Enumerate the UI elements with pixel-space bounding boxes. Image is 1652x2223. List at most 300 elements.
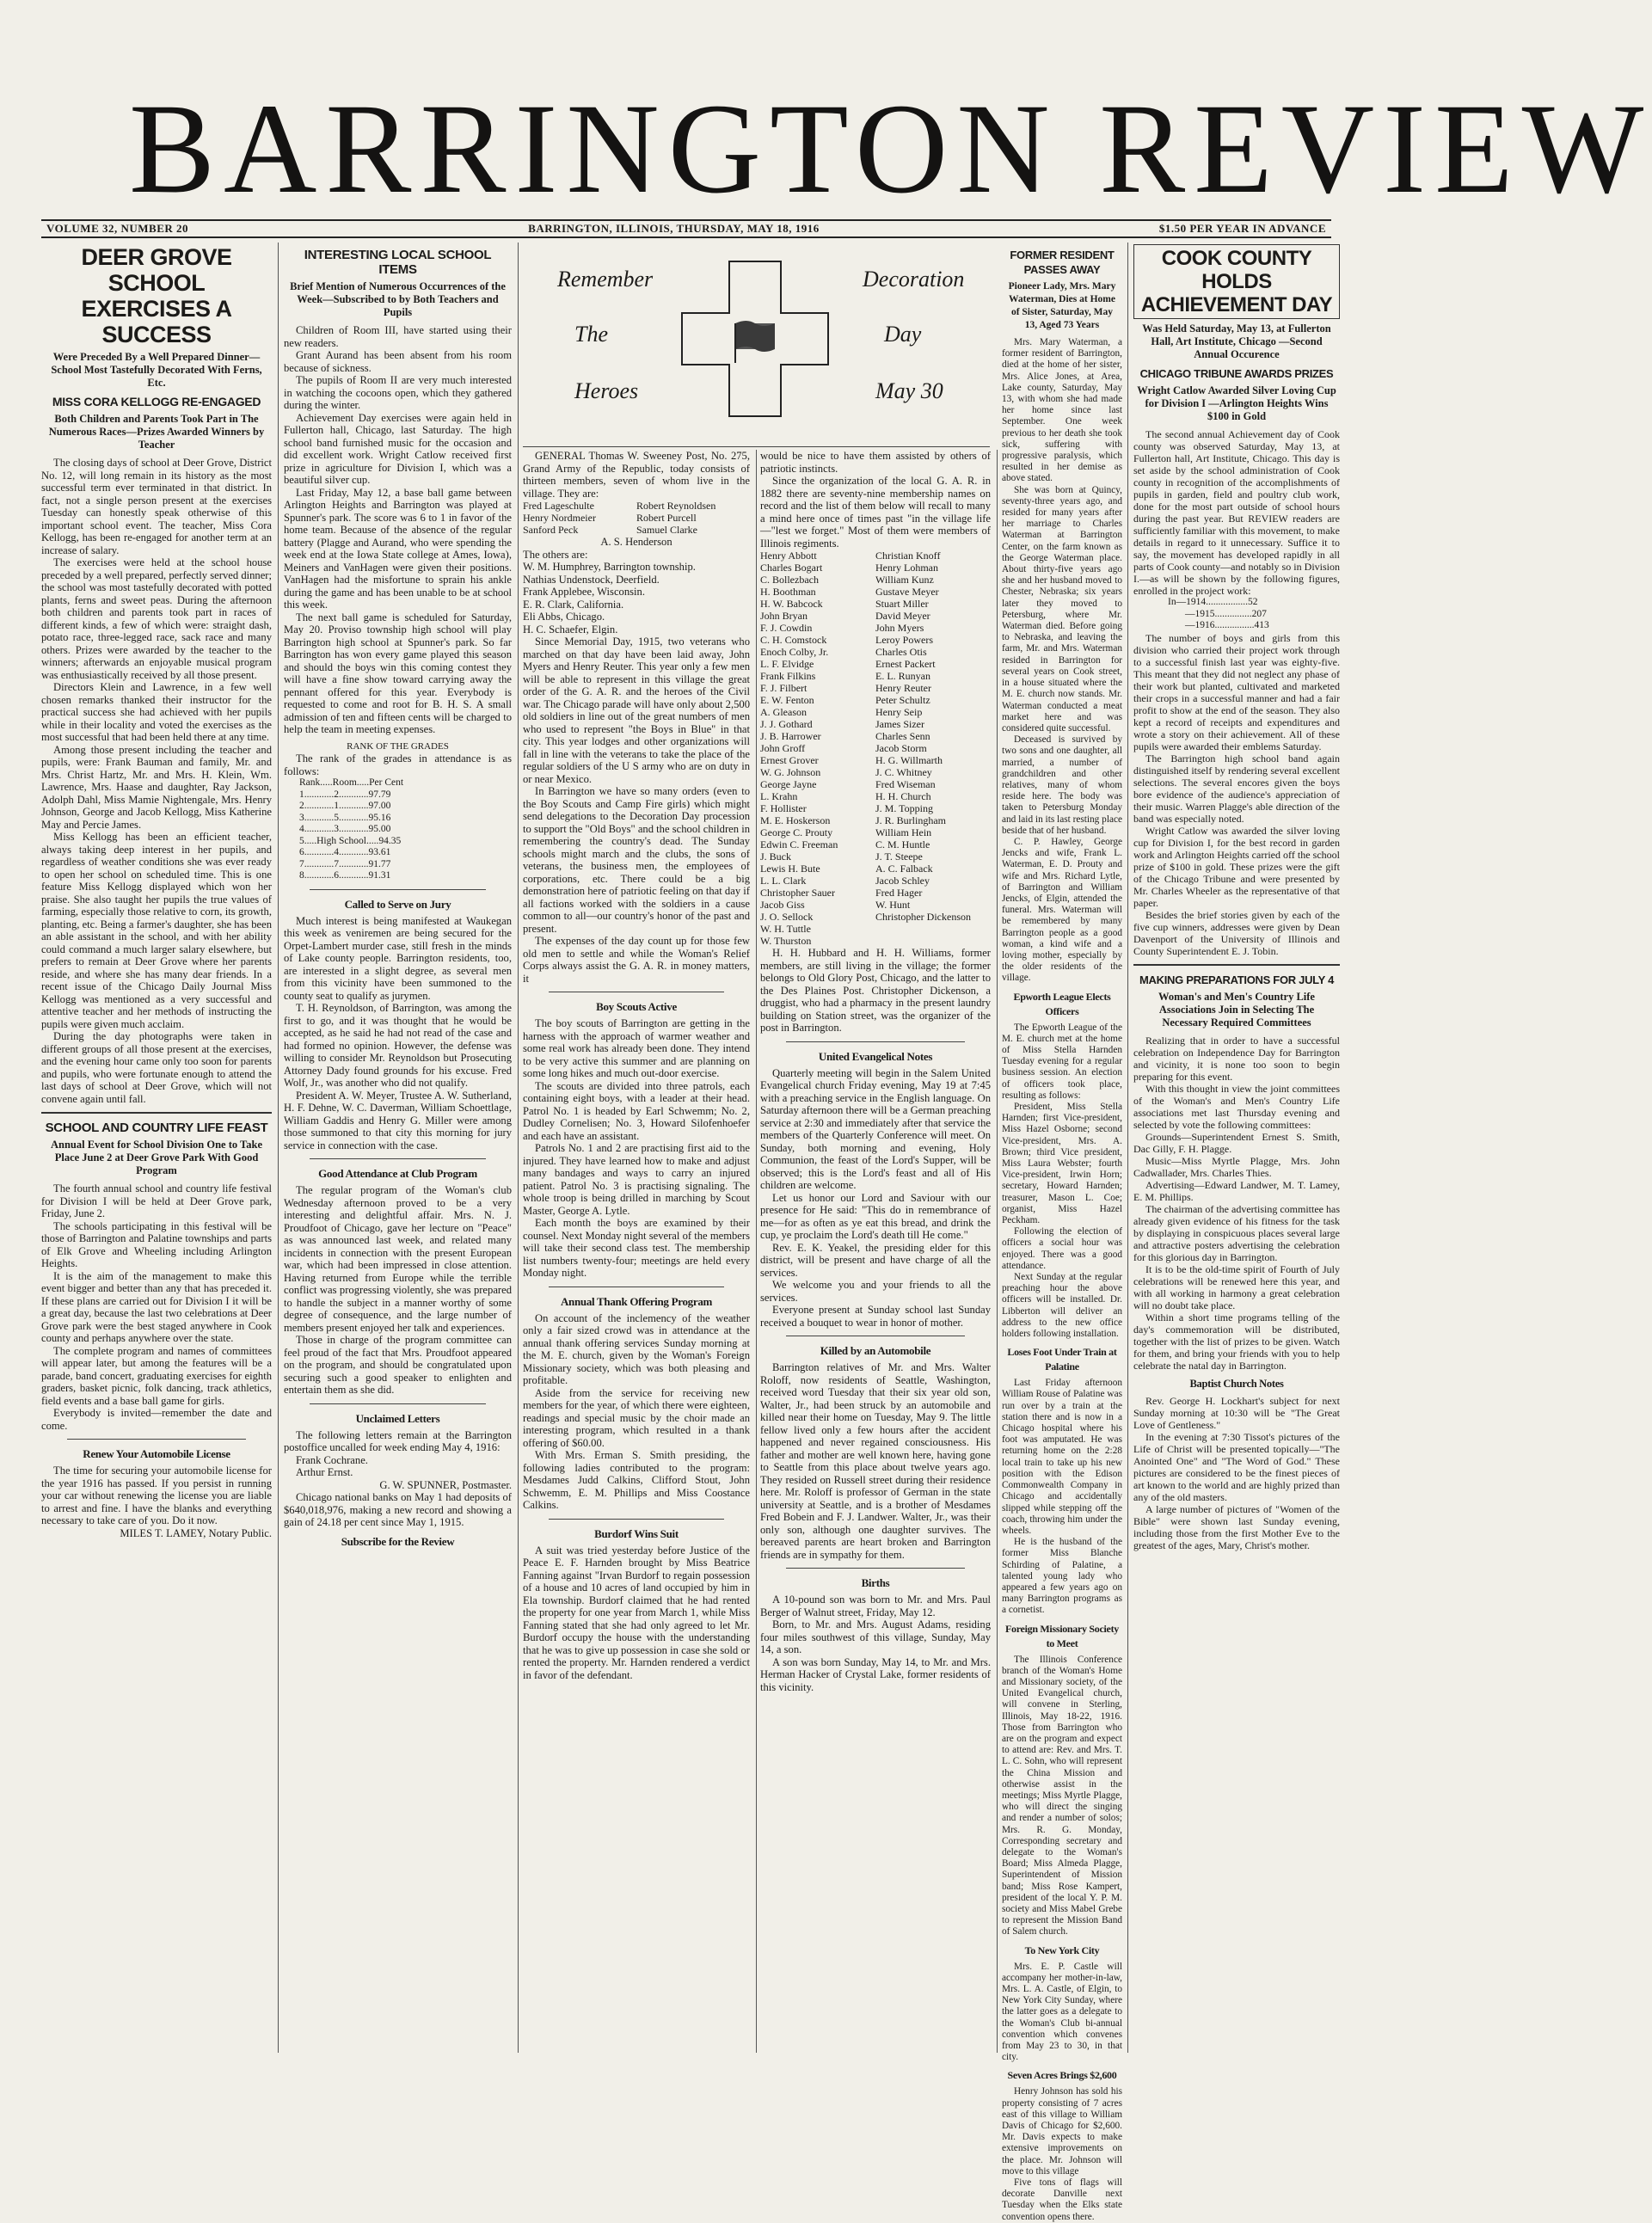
- name: Charles Bogart: [760, 562, 823, 574]
- name: Gustave Meyer: [875, 586, 939, 598]
- paragraph: The rank of the grades in attendance is as follows:: [284, 752, 512, 777]
- subhead-seven-acres: Seven Acres Brings $2,600: [1007, 2069, 1117, 2082]
- name: M. E. Hoskerson: [760, 814, 831, 826]
- other-member: Nathias Undenstock, Deerfield.: [523, 573, 660, 586]
- grades-row: 5.....High School.....94.35: [299, 835, 402, 846]
- paragraph: The scouts are divided into three patrols, each containing eight boys, with a leader at their head. Patrol No. 1 is headed by Earl Schwemm; No. 2, Dudley Cornelisen; No. 3, Howard Silofenhoefer and each have an assistant.: [523, 1079, 750, 1142]
- paragraph: The Barrington high school band again distinguished itself by rendering several excellent selections. The several encores given the boys bore evidence of the audience's appreciation of their music. Warren Plagge's able direction of the band was especially noted.: [1133, 752, 1340, 825]
- article-former-resident: [1002, 337, 1122, 985]
- place-date: BARRINGTON, ILLINOIS, THURSDAY, MAY 18, 1916: [528, 222, 820, 235]
- article-burdorf: [523, 1544, 750, 1682]
- paragraph: The next ball game is scheduled for Saturday, May 20. Proviso township high school will play Barrington high school at Spunner's park. So far Barrington has won every game played this season and should the boys win this coming contest they will have a fine show toward carrying away the pennant offered for this year. Everybody is requested to come and root for B. H. S. A small admission of ten and fifteen cents will be charged to help the team in meeting expenses.: [284, 611, 512, 735]
- paragraph: On account of the inclemency of the weather only a fair sized crowd was in attendance at the annual thank offering services Sunday morning at the M. E. church, given by the Woman's Foreign Missionary society, which was both pleasing and profitable.: [523, 1311, 750, 1386]
- article-thank-offering: [523, 1312, 750, 1512]
- paragraph: Born, to Mr. and Mrs. August Adams, residing four miles southwest of this village, Sunday, May 14, a son.: [760, 1618, 991, 1655]
- name: Lewis H. Bute: [760, 863, 820, 875]
- name: David Meyer: [875, 610, 930, 622]
- name-row: [760, 766, 991, 778]
- paragraph: Everybody is invited—remember the date and come.: [41, 1407, 272, 1432]
- banner-right-line: Day: [884, 322, 922, 347]
- paragraph: The boy scouts of Barrington are getting in the harness with the approach of warmer weather and some real work has already been done. They intend to be very active this summer and are planning on some long hikes and much out-door exercise.: [523, 1017, 750, 1079]
- paragraph: The chairman of the advertising committee has already given evidence of his fitness for the task by displaying in conspicuous places several large and attractive posters advertising the celebration for this glorious day in Barrington.: [1133, 1202, 1340, 1263]
- grades-row: 3............5............95.16: [299, 812, 391, 823]
- paragraph: With Mrs. Erman S. Smith presiding, the following ladies contributed to the program: Mesdames Judd Calkins, Clifford Stout, John Schwemm, E. M. Phillips and Miss Coostance Calkins.: [523, 1449, 750, 1511]
- article-gar-closing: [760, 947, 991, 1035]
- name-row: [760, 682, 991, 694]
- paragraph: In Barrington we have so many orders (even to the Boy Scouts and Camp Fire girls) which might send delegations to the Decoration Day procession to support the "Old Boys" and the school children in remembering the country's dead. The Sunday schools might march and the clubs, the sons of veterans, the business men, the employees of corporations, etc. There could be a big demonstration here of patriotic feeling on that day if all factions worked with the soldiers in a cause common to all—our country's honor of the past and present.: [523, 785, 750, 935]
- name: W. G. Johnson: [760, 766, 821, 778]
- article-evangelical: [760, 1067, 991, 1330]
- subhead-boy-scouts: Boy Scouts Active: [596, 1000, 677, 1013]
- name-row: [760, 814, 991, 826]
- paragraph: The expenses of the day count up for those few old men to settle and while the Woman's Relief Corps always assist the G. A. R. in money matters, it: [523, 935, 750, 985]
- headline-country-life-feast: SCHOOL AND COUNTRY LIFE FEAST: [45, 1121, 268, 1135]
- headline-july-4: MAKING PREPARATIONS FOR JULY 4: [1139, 973, 1334, 986]
- paragraph: Those in charge of the program committee can feel proud of the fact that Mrs. Proudfoot appeared on the program, and should be congratulated upon securing such a good speaker to enlighten and entertain them as she did.: [284, 1334, 512, 1396]
- name-row: [760, 718, 991, 730]
- name: Ernest Packert: [875, 658, 936, 670]
- grades-row: 8............6............91.31: [299, 870, 391, 881]
- article-auto-license: [41, 1465, 272, 1539]
- paragraph: Much interest is being manifested at Waukegan this week as veniremen are being secured for the Orpet-Lambert murder case, still fresh in the minds of Lake county people. Barrington residents, too, are interested in a slight degree, as several men from this vicinity have been summoned to the county seat to qualify as jurymen.: [284, 914, 512, 1002]
- deck-country-life-feast: Annual Event for School Division One to Take Place June 2 at Deer Grove Park With Good Program: [50, 1139, 262, 1176]
- deck-achievement-day: Was Held Saturday, May 13, at Fullerton Hall, Art Institute, Chicago —Second Annual Occurence: [1142, 322, 1331, 360]
- divider: [786, 1041, 965, 1042]
- deck-tribune-prizes: Wright Catlow Awarded Silver Loving Cup for Division I —Arlington Heights Wins $100 in Gold: [1137, 384, 1336, 422]
- paragraph: With this thought in view the joint committees of the Woman's and Men's Country Life associations met last Thursday evening and selected by vote the following committees:: [1133, 1082, 1340, 1131]
- deck-former-resident: Pioneer Lady, Mrs. Mary Waterman, Dies at Home of Sister, Saturday, May 13, Aged 73 Years: [1008, 281, 1116, 330]
- name: H. G. Willmarth: [875, 754, 943, 766]
- other-member: E. R. Clark, California.: [523, 598, 624, 611]
- name: A. Gleason: [760, 706, 807, 718]
- paragraph: Frank Cochrane.: [296, 1453, 368, 1466]
- subscription-price: $1.50 PER YEAR IN ADVANCE: [1158, 222, 1326, 235]
- headline-deer-grove: DEER GROVE SCHOOL EXERCISES A SUCCESS: [81, 244, 232, 347]
- name: Henry Seip: [875, 706, 923, 718]
- paragraph: Wright Catlow was awarded the silver loving cup for Division I, for the best record in garden work and Arlington Heights carried off the school prize of $100 in gold. These prizes were the gift of the Chicago Tribune and were presented by Mr. Charles Wheeler as the representative of that paper.: [1133, 824, 1340, 909]
- paragraph: Since Memorial Day, 1915, two veterans who marched on that day have been laid away, John Myers and Henry Reuter. This year only a few men will be able to represent in this village the great order of the G. A. R. and the heroes of the Civil war. The Chicago parade will have only about 2,500 old soldiers in line out of the great numbers of men who used to represent "the Boys in Blue" in that city. This year lodges and other organizations will fall in line with the veterans to take the place of the regular soldiers of the U S army who are on duty in or near Mexico.: [523, 636, 750, 785]
- deck-school-items: Brief Mention of Numerous Occurrences of the Week—Subscribed to by Both Teachers and Pupils: [290, 280, 506, 318]
- grades-row: 6............4............93.61: [299, 847, 391, 857]
- name-row: [760, 646, 991, 658]
- name-row: [760, 610, 991, 622]
- headline-achievement-day: COOK COUNTY HOLDS ACHIEVEMENT DAY: [1133, 244, 1340, 319]
- divider: [549, 1519, 724, 1520]
- paragraph: Grant Aurand has been absent from his room because of sickness.: [284, 349, 512, 374]
- name: Christopher Sauer: [760, 887, 835, 899]
- paragraph: Miss Kellogg has been an efficient teacher, always taking deep interest in her pupils, and regardless of weather conditions she was ever ready to open her school on scheduled time. This is one feature Miss Kellogg displayed which won her praise. She also taught her pupils the true values of farming, especially those relative to corn, its growth, planting, etc. Being a farmer's daughter, she has been an able assistant in the school, and with her ability could command a much larger salary elsewhere, but prefers to remain at Deer Grove where her parents reside, and where she has many dear friends. In a recent issue of the Chicago Daily Journal Miss Kellogg was mentioned as a very successful and attentive teacher and her methods of instructing the pupils were given much acclaim.: [41, 831, 272, 1030]
- paragraph: Mrs. Mary Waterman, a former resident of Barrington, died at the home of her sister, Mrs. Alice Jones, at Area, Lake county, Saturday, May 13, with whom she had made her home since last September. One week previous to her death she took sick, suffering with progressive paralysis, which resulted in her demise as above stated.: [1002, 337, 1122, 484]
- paragraph: GENERAL Thomas W. Sweeney Post, No. 275, Grand Army of the Republic, today consists of thirteen members, seven of whom live in the village. They are:: [523, 450, 750, 500]
- paragraph: Among those present including the teacher and pupils, were: Frank Bauman and family, Mr. and Mrs. Christ Hartz, Mr. and Mrs. H. Klein, Wm. Lawrence, Mrs. Haase and daughter, Ray Jackson, Adolph Dahl, Miss Mamie Nightengale, Mrs. Henry Johnson, George and Jacob Kellogg, Miss Katherine May and Percie James.: [41, 743, 272, 831]
- signoff: MILES T. LAMEY, Notary Public.: [120, 1526, 272, 1539]
- paragraph: G. W. SPUNNER, Postmaster.: [379, 1478, 512, 1491]
- name: George Jayne: [760, 778, 817, 790]
- name: L. L. Clark: [760, 875, 807, 887]
- paragraph: Henry Johnson has sold his property consisting of 7 acres east of this village to William Davis of Chicago for $2,600. Mr. Davis expects to make extensive improvements on the place. Mr. Johnson will move to this village: [1002, 2086, 1122, 2177]
- paragraph: A large number of pictures of "Women of the Bible" were shown last Sunday evening, including those from the first Mother Eve to the greatest of the ages, Mary, Christ's mother.: [1133, 1502, 1340, 1551]
- paragraph: She was born at Quincy, seventy-three years ago, and resided for many years after her marriage to Charles Waterman at Barrington Center, on the farm known as the George Waterman place. About thirty-five years ago she and her husband moved to Chester, Nebraska; six years later they moved to Petersburg, where Mr. Waterman died. Before going to Nebraska, and leaving the farm, Mr. and Mrs. Waterman resided in Barrington for several years on Cook street, in a house situated where the M. E. church now stands. Mr. Waterman conducted a meat market here and was considered quite successful.: [1002, 484, 1122, 734]
- deck-deer-grove: Were Preceded By a Well Prepared Dinner—School Most Tastefully Decorated With Ferns, Etc.: [51, 351, 262, 389]
- column-6: [1133, 243, 1340, 2053]
- name-row: [760, 670, 991, 682]
- paragraph: The pupils of Room II are very much interested in watching the cocoons open, which they gathered during the winter.: [284, 374, 512, 411]
- name-row: [760, 586, 991, 598]
- article-country-life-feast: [41, 1182, 272, 1432]
- grades-table: [284, 777, 512, 882]
- name: Jacob Giss: [760, 899, 805, 911]
- name-row: [760, 911, 991, 923]
- article-school-items: [284, 324, 512, 736]
- subhead-kellogg: MISS CORA KELLOGG RE-ENGAGED: [52, 395, 261, 408]
- paragraph: The number of boys and girls from this division who carried their project work through to a successful finish last year was eighty-five. This meant that they did not neglect any phase of their work but planted, cultivated and marketed their crops in a successful manner and had a fair profit to show at the end of the season. They also kept a record of receipts and expenditures and wrote a story on their achievement. All of these pupils were awarded their emblems Saturday.: [1133, 631, 1340, 752]
- name: Christopher Dickenson: [875, 911, 971, 923]
- divider: [786, 1568, 965, 1569]
- name-row: [760, 706, 991, 718]
- name-row: [760, 598, 991, 610]
- paragraph: During the day photographs were taken in different groups of all those present at the exercises, and the evening hour came only too soon for parents and pupils, who were fortunate enough to attend the last days of school at Deer Grove, which will not convene again until fall.: [41, 1030, 272, 1105]
- paragraph: It is the aim of the management to make this event bigger and better than any that has preceded it. If these plans are carried out for Division I it will be a great day, because the last two celebrations at Deer Grove park were the best staged anywhere in Cook county and perhaps anywhere over the state.: [41, 1269, 272, 1344]
- name: L. Krahn: [760, 790, 798, 802]
- grades-row: 1............2............97.79: [299, 789, 391, 800]
- name: Christian Knoff: [875, 550, 941, 562]
- name: Jacob Schley: [875, 875, 930, 887]
- name: E. L. Runyan: [875, 670, 930, 682]
- other-member: Eli Abbs, Chicago.: [523, 611, 605, 623]
- name-row: [760, 851, 991, 863]
- grades-row: 7............7............91.77: [299, 858, 391, 869]
- paragraph: Realizing that in order to have a successful celebration on Independence Day for Barrington and vicinity, it is none too soon to begin preparing for this event.: [1133, 1034, 1340, 1083]
- name: L. F. Elvidge: [760, 658, 814, 670]
- paragraph: Quarterly meeting will begin in the Salem United Evangelical church Friday evening, May 19 at 7:45 with a preaching service in the English language. On Saturday afternoon there will be a German preaching service at 2:30 and immediately after that service the members of the Quarterly Conference will meet. On Sunday, both morning and evening, Holy Communion, the feast of the Lord's Supper, will be observed; this is the Lord's feast and all of His children are welcome.: [760, 1066, 991, 1191]
- flag-cross-icon: [682, 261, 828, 416]
- article-seven-acres: [1002, 2086, 1122, 2222]
- name-row: [523, 524, 750, 536]
- name: C. Bollezbach: [760, 574, 819, 586]
- subhead-baptist: Baptist Church Notes: [1189, 1377, 1284, 1390]
- paragraph: Last Friday afternoon William Rouse of Palatine was run over by a train at the station there and is now in a Chicago hospital where his foot was amputated. He was returning home on the 2:28 local train to take up his new position with the Edison Commonwealth Company in Chicago and accidentally slipped while stepping off the coach, throwing him under the wheels.: [1002, 1378, 1122, 1536]
- paragraph: Within a short time programs telling of the day's commemoration will be distributed, together with the list of prizes to be given. Watch for them, and bring your friends with you to help celebrate the natal day in Barrington.: [1133, 1311, 1340, 1372]
- banner-left-line: Heroes: [574, 378, 639, 403]
- article-automobile: [760, 1361, 991, 1561]
- paragraph: In the evening at 7:30 Tissot's pictures of the Life of Christ will be presented topically—"The Anointed One" and "The Word of God." These pictures are considered to be the finest pieces of art known to the world and are highly prized than any of the old masters.: [1133, 1430, 1340, 1503]
- name-row: [760, 622, 991, 634]
- name: Henry Nordmeier: [523, 512, 596, 524]
- name-row: [760, 935, 991, 947]
- banner-right-line: May 30: [875, 378, 943, 403]
- banner-left-line: The: [574, 322, 608, 347]
- subhead-jury: Called to Serve on Jury: [344, 897, 451, 911]
- name: J. M. Topping: [875, 802, 933, 814]
- paragraph: The complete program and names of committees will appear later, but among the features will be a parade, band concert, graduating exercises for eighth graders, basket picnic, folk dancing, track athletics, field events and a base ball game for girls.: [41, 1344, 272, 1407]
- name: Fred Wiseman: [875, 778, 936, 790]
- name-row: [760, 754, 991, 766]
- others-list: [523, 549, 750, 636]
- subhead-evangelical: United Evangelical Notes: [818, 1049, 933, 1063]
- gar-roll-list: [760, 550, 991, 947]
- volume-number: VOLUME 32, NUMBER 20: [46, 222, 189, 235]
- subhead-tribune-prizes: CHICAGO TRIBUNE AWARDS PRIZES: [1139, 367, 1334, 380]
- name: John Myers: [875, 622, 924, 634]
- article-jury: [284, 915, 512, 1152]
- subhead-missionary: Foreign Missionary Society to Meet: [1005, 1622, 1119, 1649]
- name: H. H. Church: [875, 790, 931, 802]
- name: J. O. Sellock: [760, 911, 814, 923]
- name: Charles Senn: [875, 730, 930, 742]
- name: J. B. Harrower: [760, 730, 821, 742]
- paragraph: The Illinois Conference branch of the Woman's Home and Missionary society, of the United Evangelical church, will convene in Sterling, Illinois, May 18-22, 1916. Those from Barrington who are on the program and expect to attend are: Rev. and Mrs. T. L. C. Sohn, who will represent the China Mission and otherwise assist in the meetings; Miss Myrtle Plagge, who will direct the singing and render a number of solos; Mrs. R. G. Monday, Corresponding secretary and delegate to the Woman's Board; Miss Almeda Plagge, Superintendent of Mission band; Miss Rose Kampert, president of the local Y. P. M. society and Miss Mabel Grebe to represent the Mission Band of Salem church.: [1002, 1654, 1122, 1937]
- name: Robert Purcell: [636, 512, 697, 524]
- grades-header: Rank.....Room.....Per Cent: [299, 777, 404, 788]
- paragraph: The following letters remain at the Barrington postoffice uncalled for week ending May 4, 1916:: [284, 1428, 512, 1453]
- deck-kellogg: Both Children and Parents Took Part in The Numerous Races—Prizes Awarded Winners by Teacher: [48, 413, 265, 451]
- divider: [67, 1439, 246, 1440]
- name-row: [760, 875, 991, 887]
- headline-school-items: INTERESTING LOCAL SCHOOL ITEMS: [304, 248, 492, 277]
- subhead-auto-license: Renew Your Automobile License: [83, 1447, 230, 1460]
- article-achievement-day: [1133, 428, 1340, 597]
- name: F. Hollister: [760, 802, 807, 814]
- name: J. J. Gothard: [760, 718, 813, 730]
- name-row: [760, 899, 991, 911]
- banner-right-line: Decoration: [863, 267, 965, 292]
- grades-title: RANK OF THE GRADES: [347, 740, 449, 752]
- name: E. W. Fenton: [760, 694, 814, 706]
- divider: [1133, 964, 1340, 966]
- paragraph: Chicago national banks on May 1 had deposits of $640,018,976, making a new record and showing a gain of 24.18 per cent since May 1, 1915.: [284, 1491, 512, 1528]
- grades-row: 4............3............95.00: [299, 824, 391, 834]
- paragraph: Five tons of flags will decorate Danville next Tuesday when the Elks state convention opens there.: [1002, 2177, 1122, 2222]
- article-boy-scouts: [523, 1017, 750, 1280]
- name-row: [760, 790, 991, 802]
- paragraph: Last Friday, May 12, a base ball game between Arlington Heights and Barrington was played at Spunner's park. The score was 6 to 1 in favor of the home team. Because of the absence of the regular battery (Plagge and Aurand, who were spending the week end at the Iowa State college at Ames, Iowa), Meiners and VanHagen were given their positions. VanHagen had the misfortune to sprain his ankle during the game and has been unable to be at school this week.: [284, 486, 512, 611]
- subhead-thank-offering: Annual Thank Offering Program: [560, 1294, 713, 1308]
- article-epworth: [1002, 1022, 1122, 1341]
- name-row: [760, 838, 991, 851]
- subhead-club-program: Good Attendance at Club Program: [318, 1167, 477, 1180]
- name-row: [760, 778, 991, 790]
- name: J. C. Whitney: [875, 766, 932, 778]
- paragraph: C. P. Hawley, George Jencks and wife, Frank L. Waterman, E. D. Prouty and wife and Mrs. Richard Lytle, of Barrington and William Jencks, of Elgin, attended the funeral. Mrs. Waterman will be remembered by many Barrington people as a good woman, a kind wife and a loving mother, especially by the older residents of the village.: [1002, 836, 1122, 984]
- name: Charles Otis: [875, 646, 927, 658]
- name: William Hein: [875, 826, 932, 838]
- paragraph: President, Miss Stella Harnden; first Vice-president, Miss Hazel Osborne; second Vice-president, Mrs. A. Brown; third Vice president, Miss Laura Webster; fourth Vice-president, Irwin Horn; secretary, Howard Harnden; treasurer, Mason L. Coe; organist, Miss Hazel Peckham.: [1002, 1102, 1122, 1226]
- column-1: [41, 243, 279, 2053]
- figure-row: —1915...............207: [1185, 608, 1267, 619]
- figure-row: In—1914.................52: [1168, 597, 1258, 607]
- name: George C. Prouty: [760, 826, 833, 838]
- name: John Groff: [760, 742, 806, 754]
- name: F. J. Filbert: [760, 682, 808, 694]
- column-5: [1002, 243, 1128, 2222]
- name: Enoch Colby, Jr.: [760, 646, 829, 658]
- paragraph: Mrs. E. P. Castle will accompany her mother-in-law, Mrs. L. A. Castle, of Elgin, to New York City Sunday, where the latter goes as a delegate to the Woman's Club bi-annual convention which convenes from May 23 to 30, in that city.: [1002, 1961, 1122, 2063]
- name: Henry Abbott: [760, 550, 817, 562]
- name: C. M. Huntle: [875, 838, 930, 851]
- paragraph: Following the election of officers a social hour was enjoyed. There was a good attendance.: [1002, 1226, 1122, 1271]
- divider: [310, 889, 486, 890]
- subhead-automobile: Killed by an Automobile: [820, 1344, 931, 1357]
- subhead-burdorf: Burdorf Wins Suit: [594, 1526, 679, 1540]
- name-row: [760, 742, 991, 754]
- article-palatine: [1002, 1378, 1122, 1616]
- name-row: [760, 574, 991, 586]
- paragraph: T. H. Reynoldson, of Barrington, was among the first to go, and it was thought that he would be accepted, as he said he had not read of the case and had formed no opinion. However, the defense was willing to consider Mr. Reynoldson but Prosecuting Attorney Dady found grounds for his excuse. Fred Wolf, Jr., was another who did not qualify.: [284, 1002, 512, 1089]
- other-member: Frank Applebee, Wisconsin.: [523, 586, 645, 598]
- paragraph: Rev. E. K. Yeakel, the presiding elder for this district, will be present and have charge of all the services.: [760, 1241, 991, 1279]
- headline-former-resident: FORMER RESIDENT PASSES AWAY: [1010, 249, 1115, 276]
- others-intro: The others are:: [523, 548, 588, 561]
- paragraph: The closing days of school at Deer Grove, District No. 12, will long remain in its history as the most successful term ever terminated in that district. In fact, not a single person present at the exercises Tuesday can honestly speak otherwise of this important school event. The teacher, Miss Cora Kellogg, has been re-engaged for another term at an increase of salary.: [41, 457, 272, 556]
- paragraph: Next Sunday at the regular preaching hour the above officers will be installed. Dr. Libberton will deliver an address to the new office holders following installation.: [1002, 1272, 1122, 1340]
- article-new-york: [1002, 1962, 1122, 2064]
- enrollment-figures: [1133, 597, 1340, 632]
- paragraph: Directors Klein and Lawrence, in a few well chosen remarks thanked their instructor for the practical success she had achieved with her pupils while in their locality and voted the exercises as the most successful that had been held there at any time.: [41, 681, 272, 743]
- dateline-bar: [41, 219, 1331, 238]
- other-member: H. C. Schaefer, Elgin.: [523, 623, 618, 636]
- name: John Bryan: [760, 610, 808, 622]
- column-2: [284, 243, 519, 2053]
- name-row: [760, 826, 991, 838]
- divider: [41, 1112, 272, 1114]
- paragraph: Achievement Day exercises were again held in Fullerton hall, Chicago, last Saturday. The high school band furnished music for the occasion and did excellent work. Wright Catlow received first prize in agriculture for Division I, which was a beautiful silver cup.: [284, 411, 512, 486]
- banner-left-line: Remember: [557, 267, 654, 292]
- name: Frank Filkins: [760, 670, 816, 682]
- masthead-title: BARRINGTON REVIEW: [129, 77, 1652, 220]
- name: H. W. Babcock: [760, 598, 823, 610]
- paragraph: Since the organization of the local G. A. R. in 1882 there are seventy-nine membership names on record and the list of them below will recall to many a mind here once of times past "in the village life—"lest we forget." Most of them were members of Illinois regiments.: [760, 475, 991, 550]
- name: F. J. Cowdin: [760, 622, 813, 634]
- name: [875, 923, 991, 935]
- name: Edwin C. Freeman: [760, 838, 838, 851]
- paragraph: The fourth annual school and country life festival for Division I will be held at Deer Grove park, Friday, June 2.: [41, 1182, 272, 1219]
- figure-row: —1916................413: [1185, 620, 1269, 630]
- name-row: [760, 562, 991, 574]
- paragraph: A 10-pound son was born to Mr. and Mrs. Paul Berger of Walnut street, Friday, May 12.: [760, 1594, 991, 1618]
- article-unclaimed-letters: [284, 1429, 512, 1529]
- paragraph: Each month the boys are examined by their counsel. Next Monday night several of the members will take their second class test. The membership list numbers twenty-four; meetings are held every Monday night.: [523, 1217, 750, 1279]
- grades-intro-block: [284, 752, 512, 777]
- name-row: [760, 923, 991, 935]
- subhead-epworth: Epworth League Elects Officers: [1013, 990, 1111, 1017]
- name: W. Hunt: [875, 899, 911, 911]
- subhead-births: Births: [861, 1576, 890, 1589]
- paragraph: Let us honor our Lord and Saviour with our presence for He said: "This do in remembrance of me—for as often as ye eat this bread, and drink the cup, ye proclaim the Lord's death till He come.": [760, 1191, 991, 1241]
- name: [875, 935, 991, 947]
- name: Jacob Storm: [875, 742, 927, 754]
- column-4: [760, 450, 998, 2053]
- paragraph: H. H. Hubbard and H. H. Williams, former members, are still living in the village; the former belongs to Old Glory Post, Chicago, and the latter to the Des Plaines Post. Christopher Dickenson, a druggist, who had a pharmacy in the present laundry building on Station street, was the organizer of the post in Barrington.: [760, 947, 991, 1034]
- paragraph: Barrington relatives of Mr. and Mrs. Walter Roloff, now residents of Seattle, Washington, received word Tuesday that their six year old son, Walter, Jr., had been struck by an automobile and killed near their home on Tuesday, May 9. The little fellow lived only a few hours after the accident happened and never regained consciousness. His father and mother are well known here, having gone to Seattle from this place about twelve years ago. They resided on Russell street during their residence here. Mr. Roloff is professor of German in the state university at Seattle, and is a brother of Mesdames Fred Bobein and F. J. Landwer. Walter, Jr., was their only son, although one daughter survives. The bereaved parents are heart broken and Barrington friends are in sympathy for them.: [760, 1361, 991, 1561]
- name: Ernest Grover: [760, 754, 819, 766]
- paragraph: Aside from the service for receiving new members for the year, of which there were eighteen, readings and special music by the choir made an interesting program, which resulted in a thank offering of $60.00.: [523, 1386, 750, 1449]
- paragraph: Everyone present at Sunday school last Sunday received a bouquet to wear in honor of mother.: [760, 1304, 991, 1329]
- paragraph: President A. W. Meyer, Trustee A. W. Sutherland, H. F. Dehne, W. C. Daverman, William Schoettlage, William Gaddis and Henry G. Miller were among those summoned to that city this morning for jury service in connection with the case.: [284, 1089, 512, 1151]
- paragraph: Advertising—Edward Landwer, M. T. Lamey, E. M. Phillips.: [1133, 1178, 1340, 1203]
- article-births: [760, 1594, 991, 1693]
- name: Robert Reynoldsen: [636, 500, 716, 512]
- column-3: [523, 450, 757, 2053]
- name: W. H. Tuttle: [760, 923, 811, 935]
- name-row: [760, 694, 991, 706]
- paragraph: It is to be the old-time spirit of Fourth of July celebrations will be renewed here this year, and with all working in harmony a great celebration will no doubt take place.: [1133, 1262, 1340, 1311]
- divider: [310, 1158, 486, 1159]
- name: William Kunz: [875, 574, 934, 586]
- divider: [310, 1403, 486, 1404]
- name: J. T. Steepe: [875, 851, 923, 863]
- paragraph: Children of Room III, have started using their new readers.: [284, 324, 512, 349]
- article-baptist: [1133, 1395, 1340, 1551]
- name: Henry Reuter: [875, 682, 931, 694]
- name-row: [760, 550, 991, 562]
- name-row: [760, 863, 991, 875]
- article-club-program: [284, 1184, 512, 1397]
- name: C. H. Comstock: [760, 634, 827, 646]
- name: Fred Hager: [875, 887, 923, 899]
- paragraph: A son was born Sunday, May 14, to Mr. and Mrs. Herman Hacker of Crystal Lake, former residents of this vicinity.: [760, 1655, 991, 1693]
- name-row: [760, 730, 991, 742]
- paragraph: Arthur Ernst.: [296, 1466, 353, 1478]
- paragraph: Besides the brief stories given by each of the five cup winners, addresses were given by Dean Davenport of the University of Illinois and County Superintendent E. J. Tobin.: [1133, 908, 1340, 957]
- name-row: [523, 512, 750, 524]
- name-row: [760, 802, 991, 814]
- name: A. S. Henderson: [600, 536, 672, 548]
- name: James Sizer: [875, 718, 924, 730]
- decoration-day-banner: [523, 243, 990, 447]
- gar-members-list: [523, 500, 750, 549]
- name: Leroy Powers: [875, 634, 933, 646]
- paragraph: The exercises were held at the school house preceded by a well prepared, perfectly served dinner; the school was most tastefully decorated with potted plants, ferns and sweet peas. During the afternoon both children and parents took part in races of different kinds, a few of which were: straight dash, potato race, three-legged race, sack race and many others. Prizes were awarded by the teacher to the winners; afterwards an enjoyable musical program was enthusiastically received by all those present.: [41, 556, 272, 681]
- paragraph: The time for securing your automobile license for the year 1916 has passed. If you persist in running your car without renewing the license you are liable to arrest and fine. I have the blanks and everything necessary to take care of you. Do it now.: [41, 1465, 272, 1526]
- name: Sanford Peck: [523, 524, 579, 536]
- name-row: [760, 887, 991, 899]
- name-row: [523, 500, 750, 512]
- paragraph: The schools participating in this festival will be those of Barrington and Palatine townships and parts of Elk Grove and Wheeling including Arlington Heights.: [41, 1219, 272, 1269]
- subhead-new-york: To New York City: [1024, 1944, 1100, 1956]
- paragraph: Music—Miss Myrtle Plagge, Mrs. John Cadwallader, Mrs. Charles Thies.: [1133, 1154, 1340, 1179]
- paragraph: The Epworth League of the M. E. church met at the home of Miss Stella Harnden Tuesday evening for a regular business session. An election of officers took place, resulting as follows:: [1002, 1022, 1122, 1101]
- deck-july-4: Woman's and Men's Country Life Associations Join in Selecting The Necessary Required Committees: [1158, 990, 1315, 1029]
- name-row: [760, 634, 991, 646]
- name: J. Buck: [760, 851, 791, 863]
- subscribe-notice: Subscribe for the Review: [341, 1534, 455, 1548]
- paragraph: He is the husband of the former Miss Blanche Schirding of Palatine, a talented young lady who appeared a few years ago on many Barrington programs as a cornetist.: [1002, 1537, 1122, 1616]
- paragraph: Grounds—Superintendent Ernest S. Smith, Dac Gilly, F. H. Plagge.: [1133, 1130, 1340, 1155]
- paragraph: Rev. George H. Lockhart's subject for next Sunday morning at 10:30 will be "The Great Love of Gentleness.": [1133, 1394, 1340, 1431]
- article-deer-grove: [41, 457, 272, 1105]
- paragraph: Deceased is survived by two sons and one daughter, all married, a number of grandchildren and other relatives, many of whom reside here. The body was taken to Petersburg Monday and laid in its last resting place beside that of her husband.: [1002, 734, 1122, 836]
- name: Peter Schultz: [875, 694, 930, 706]
- subhead-unclaimed-letters: Unclaimed Letters: [355, 1411, 440, 1425]
- paragraph: A suit was tried yesterday before Justice of the Peace E. F. Harnden brought by Miss Beatrice Fanning against "Irvan Burdorf to regain possession of a house and 10 acres of land occupied by him in Ela township. Burdorf claimed that he had rented the property for one year from March 1, while Miss Fanning stated that she had only agreed to let Mr. Burdorf occupy the house with the understanding that he was to give up possession in case she sold or rented the property. Mr. Harnden rendered a verdict in favor of the defendant.: [523, 1544, 750, 1681]
- paragraph: Patrols No. 1 and 2 are practising first aid to the injured. They have learned how to make and adjust many bandages and ways to carry an injured patient. Patrol No. 3 is practising signaling. The whole troop is being drilled in marching by Scout Master, George A. Lytle.: [523, 1142, 750, 1217]
- grades-row: 2............1............97.00: [299, 801, 391, 811]
- name: Samuel Clarke: [636, 524, 697, 536]
- paragraph: would be nice to have them assisted by others of patriotic instincts.: [760, 450, 991, 475]
- paragraph: The second annual Achievement day of Cook county was observed Saturday, May 13, at Fullerton hall, Art Institute, Chicago. This day is set aside by the school administration of Cook county in recognition of the accomplishments of pupils in garden, field and poultry club work, done for the most part outside of school hours during the past year. But REVIEW readers are sufficiently familiar with this movement, to make details in regard to it unnecessary. Suffice it to say, the movement has developed rapidly in all parts of Cook county—and notably so in Division I.—as will be shown by the following figures, enrolled in the project work:: [1133, 428, 1340, 597]
- article-memorial-day: [523, 636, 750, 985]
- name: J. R. Burlingham: [875, 814, 947, 826]
- name: W. Thurston: [760, 935, 812, 947]
- name: Fred Lageschulte: [523, 500, 594, 512]
- name: Henry Lohman: [875, 562, 938, 574]
- name: H. Boothman: [760, 586, 816, 598]
- article-july-4: [1133, 1035, 1340, 1372]
- article-gar-continued: [760, 450, 991, 550]
- paragraph: We welcome you and your friends to all the services.: [760, 1279, 991, 1304]
- other-member: W. M. Humphrey, Barrington township.: [523, 561, 696, 573]
- name: A. C. Falback: [875, 863, 933, 875]
